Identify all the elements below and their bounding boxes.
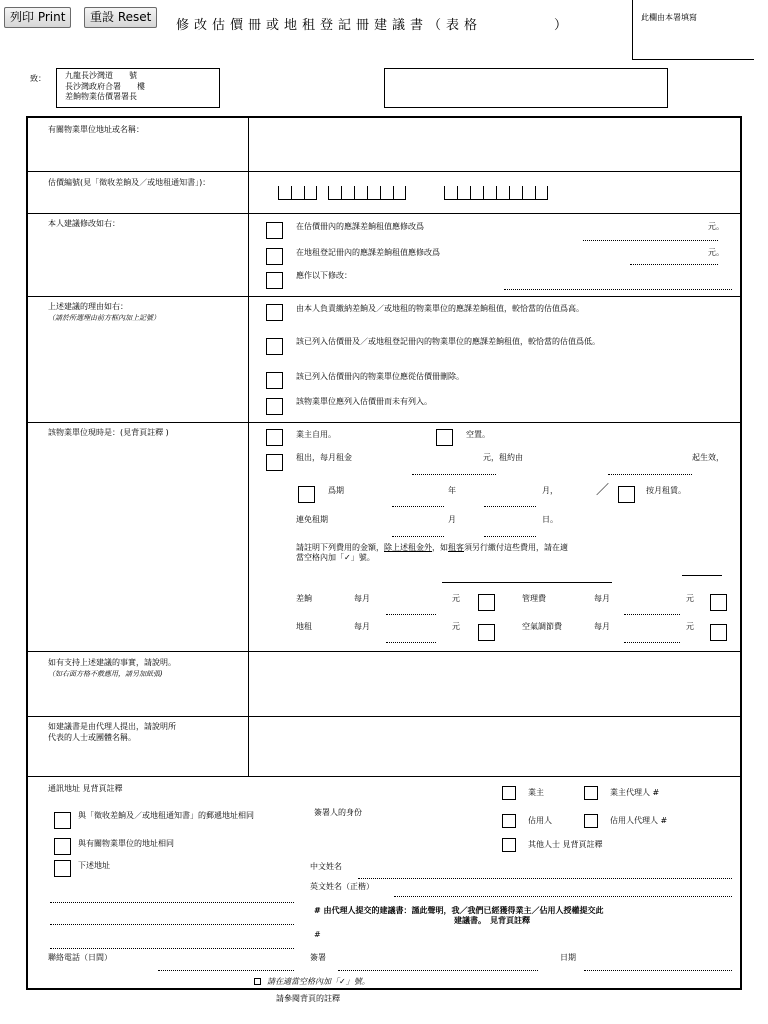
column-divider (248, 118, 249, 776)
digit-box[interactable] (535, 186, 548, 200)
see-notes-footer: 請參閱背頁的註釋 (276, 994, 340, 1003)
management-amount-field[interactable] (624, 614, 680, 615)
addressee-line: 差餉物業估價署署長 (65, 92, 137, 101)
reason-4-checkbox[interactable] (266, 398, 283, 415)
day-text: 日。 (542, 515, 558, 524)
charges-rule (682, 575, 722, 576)
month-text: 月， (542, 486, 558, 495)
agent-represented-field[interactable] (252, 719, 736, 773)
management-checkbox[interactable] (710, 594, 727, 611)
charges-note-part: 除上述租金外 (384, 543, 432, 552)
address-below-text: 下述地址 (78, 861, 110, 870)
divider (28, 213, 740, 214)
owner-occupied-checkbox[interactable] (266, 429, 283, 446)
charges-note-line2: 當空格內加「✓」號。 (296, 553, 375, 562)
period-years-field[interactable] (392, 506, 444, 507)
period-for-text: 爲期 (328, 486, 344, 495)
reasons-label: 上述建議的理由如右： (48, 302, 128, 311)
agent-declaration-text: 謹此聲明，我／我們已經獲得業主／佔用人授權提交此 (411, 906, 604, 915)
tick-hint-box-icon (254, 978, 261, 985)
owner-checkbox[interactable] (502, 786, 516, 800)
proposal-form (26, 116, 742, 990)
let-out-checkbox[interactable] (266, 454, 283, 471)
agent-declaration-line2: 建議書。 見背頁註釋 (454, 916, 530, 925)
signature-label: 簽署 (310, 953, 326, 962)
owner-occupied-text: 業主自用。 (296, 430, 336, 439)
month2-text: 月 (448, 515, 456, 524)
per-month-text: 每月 (354, 622, 370, 631)
owner-agent-checkbox[interactable] (584, 786, 598, 800)
year-text: 年 (448, 486, 456, 495)
rent-free-months-field[interactable] (392, 536, 444, 537)
owner-text: 業主 (528, 788, 544, 797)
occupier-agent-checkbox[interactable] (584, 814, 598, 828)
charges-note-part: 請註明下列費用的金額， (296, 543, 384, 552)
occupancy-label: 該物業單位現時是：(見背頁註釋 ) (48, 428, 169, 437)
yuan-text: 元 (686, 622, 694, 631)
occupier-agent-text: 佔用人代理人 # (610, 816, 668, 825)
yuan-text: 元 (452, 622, 460, 631)
digit-box[interactable] (470, 186, 483, 200)
rent-free-text: 連免租期 (296, 515, 328, 524)
ground-rent-checkbox[interactable] (478, 624, 495, 641)
rates-checkbox[interactable] (478, 594, 495, 611)
digit-box[interactable] (483, 186, 496, 200)
assessment-no-label: 估價編號(見「徵收差餉及／或地租通知書」)： (48, 178, 211, 187)
same-as-property-checkbox[interactable] (54, 838, 71, 855)
digit-box[interactable] (278, 186, 291, 200)
digit-box[interactable] (496, 186, 509, 200)
form-title: 修改估價冊或地租登記冊建議書（表格 ） (176, 18, 573, 33)
addressee-box (56, 68, 220, 108)
proposal-other-text: 應作以下修改： (296, 271, 352, 280)
digit-box[interactable] (380, 186, 393, 200)
divider (28, 422, 740, 423)
signature-field[interactable] (338, 970, 538, 971)
lease-from-text: 元，租約由 (483, 453, 523, 462)
charges-note-part: 租客 (448, 543, 464, 552)
proposal-label: 本人建議修改如右： (48, 219, 120, 228)
proposal-valuation-text: 在估價冊內的應課差餉租值應修改爲 (296, 222, 424, 231)
reset-button[interactable]: 重設 Reset (84, 7, 157, 28)
amount-field[interactable] (583, 240, 718, 241)
aircon-amount-field[interactable] (624, 642, 680, 643)
same-as-demand-text: 與「徵收差餉及／或地租通知書」的郵遞地址相同 (78, 811, 254, 820)
occupier-text: 佔用人 (528, 816, 552, 825)
occupier-checkbox[interactable] (502, 814, 516, 828)
lease-start-field[interactable] (608, 474, 692, 475)
digit-box[interactable] (354, 186, 367, 200)
digit-box[interactable] (522, 186, 535, 200)
correspondence-label: 通訊地址 見背頁註釋 (48, 784, 123, 793)
unit-label: 元。 (708, 248, 724, 257)
unit-label: 元。 (708, 222, 724, 231)
monthly-tenancy-checkbox[interactable] (618, 486, 635, 503)
address-line-field[interactable] (50, 902, 294, 903)
chinese-name-field[interactable] (358, 878, 732, 879)
per-month-text: 每月 (594, 594, 610, 603)
rates-text: 差餉 (296, 594, 312, 603)
date-field[interactable] (584, 970, 732, 971)
chinese-name-label: 中文姓名 (310, 862, 342, 871)
address-line-field[interactable] (50, 948, 294, 949)
same-as-property-text: 與有關物業單位的地址相同 (78, 839, 174, 848)
rates-amount-field[interactable] (386, 614, 436, 615)
tick-hint-text: 請在適當空格內加「✓」號。 (267, 977, 370, 986)
print-button[interactable]: 列印 Print (4, 7, 71, 28)
other-amendment-field[interactable] (504, 289, 732, 290)
address-line-field[interactable] (50, 924, 294, 925)
addressee-line: 長沙灣政府合署 樓 (65, 81, 145, 91)
rent-free-days-field[interactable] (484, 536, 536, 537)
proposal-other-checkbox[interactable] (266, 272, 283, 289)
assessment-no-field[interactable] (252, 176, 736, 210)
english-name-field[interactable] (394, 896, 732, 897)
office-use-box (632, 0, 754, 60)
monthly-tenancy-text: 按月租賃。 (646, 486, 686, 495)
reason-2-checkbox[interactable] (266, 338, 283, 355)
reason-1-text: 由本人負責繳納差餉及／或地租的物業單位的應課差餉租值，較恰當的估值爲高。 (296, 304, 584, 313)
phone-field[interactable] (158, 970, 294, 971)
divider (28, 776, 740, 777)
agent-label-line1: 如建議書是由代理人提出，請說明所 (48, 722, 176, 731)
aircon-checkbox[interactable] (710, 624, 727, 641)
ground-rent-text: 地租 (296, 622, 312, 631)
digit-box[interactable] (509, 186, 522, 200)
reference-box[interactable] (384, 68, 668, 108)
agent-declaration-lead: # 由代理人提交的建議書： (314, 906, 412, 915)
monthly-rent-field[interactable] (412, 474, 496, 475)
reason-4-text: 該物業單位應列入估價冊而未有列入。 (296, 397, 432, 406)
reason-2-text: 該已列入估價冊及／或地租登記冊內的物業單位的應課差餉租值，較恰當的估值爲低。 (296, 337, 600, 346)
reason-3-checkbox[interactable] (266, 372, 283, 389)
divider (28, 651, 740, 652)
per-month-text: 每月 (594, 622, 610, 631)
yuan-text: 元 (452, 594, 460, 603)
fixed-term-checkbox[interactable] (298, 486, 315, 503)
other-person-text: 其他人士 見背頁註釋 (528, 840, 603, 849)
per-month-text: 每月 (354, 594, 370, 603)
ground-rent-amount-field[interactable] (386, 642, 436, 643)
aircon-text: 空氣調節費 (522, 622, 562, 631)
digit-box[interactable] (304, 186, 317, 200)
let-out-text: 租出，每月租金 (296, 453, 352, 462)
divider (28, 716, 740, 717)
signatory-identity-label: 簽署人的身份 (314, 808, 362, 817)
property-address-field[interactable] (252, 120, 736, 168)
effective-text: 起生效， (692, 453, 724, 462)
owner-agent-text: 業主代理人 # (610, 788, 660, 797)
agent-label-line2: 代表的人士或團體名稱。 (48, 733, 136, 742)
supporting-label: 如有支持上述建議的事實，請說明。 (48, 658, 176, 667)
phone-label: 聯絡電話（日間） (48, 953, 112, 962)
same-as-demand-checkbox[interactable] (54, 812, 71, 829)
proposal-ground-rent-checkbox[interactable] (266, 248, 283, 265)
digit-box[interactable] (341, 186, 354, 200)
yuan-text: 元 (686, 594, 694, 603)
other-person-checkbox[interactable] (502, 838, 516, 852)
addressee-line: 九龍長沙灣道 號 (65, 71, 137, 80)
office-use-label: 此欄由本署填寫 (641, 13, 697, 22)
management-text: 管理費 (522, 594, 546, 603)
proposal-valuation-checkbox[interactable] (266, 222, 283, 239)
hash-mark: # (314, 930, 321, 939)
to-label: 致： (30, 74, 46, 83)
property-address-label: 有關物業單位地址或名稱： (48, 125, 144, 134)
reasons-note: （請於所選理由前方框內加上記號） (48, 314, 160, 322)
charges-note-line1 (296, 543, 568, 553)
digit-box[interactable] (328, 186, 341, 200)
digit-box[interactable] (291, 186, 304, 200)
charges-note-part: ，如 (432, 543, 448, 552)
period-months-field[interactable] (484, 506, 536, 507)
proposal-ground-rent-text: 在地租登記冊內的應課差餉租值應修改爲 (296, 248, 440, 257)
vacant-text: 空置。 (466, 430, 490, 439)
vacant-checkbox[interactable] (436, 429, 453, 446)
supporting-note: （如右面方格不敷應用，請另加紙張) (48, 670, 163, 678)
address-below-checkbox[interactable] (54, 860, 71, 877)
english-name-label: 英文姓名（正楷） (310, 882, 374, 891)
charges-note-part: 須另行繳付這些費用，請在適 (464, 543, 568, 552)
tick-hint (254, 977, 370, 987)
slash-text: ／ (596, 483, 610, 498)
digit-box[interactable] (367, 186, 380, 200)
divider (28, 296, 740, 297)
digit-box[interactable] (444, 186, 457, 200)
supporting-facts-field[interactable] (252, 654, 736, 712)
digit-box[interactable] (393, 186, 406, 200)
digit-box[interactable] (457, 186, 470, 200)
reason-1-checkbox[interactable] (266, 304, 283, 321)
agent-declaration (314, 906, 604, 916)
charges-rule (442, 582, 612, 583)
reason-3-text: 該已列入估價冊內的物業單位應從估價冊刪除。 (296, 372, 464, 381)
date-label: 日期 (560, 953, 576, 962)
divider (28, 171, 740, 172)
amount-field[interactable] (630, 264, 718, 265)
